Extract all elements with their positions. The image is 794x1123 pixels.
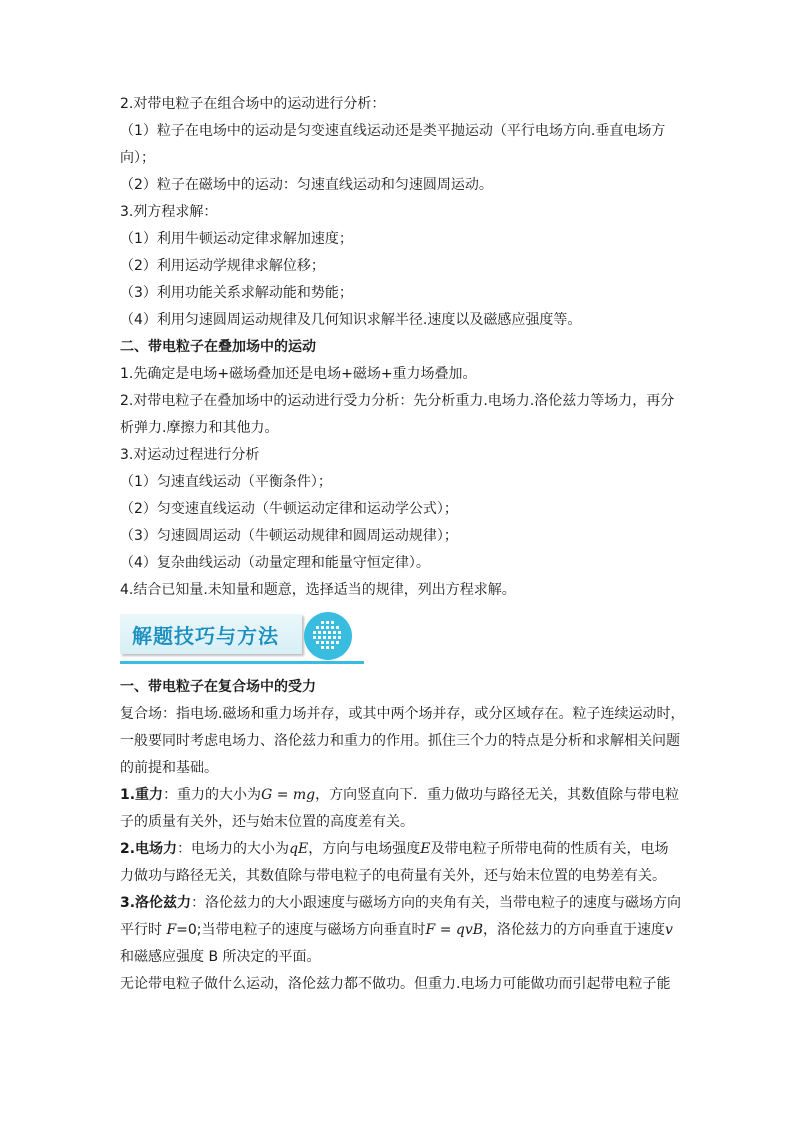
banner-box (120, 614, 302, 654)
formula: G = mg (261, 787, 316, 803)
section-banner (120, 612, 364, 666)
text-span: 及带电粒子所带电荷的性质有关，电场 (430, 841, 669, 857)
formula: F = qvB (425, 922, 484, 938)
section-heading: 二、带电粒子在叠加场中的运动 (120, 339, 316, 355)
paragraph-gravity (120, 782, 680, 809)
text-line: 向）； (120, 150, 155, 166)
text-span: ：重力的大小为 (163, 787, 262, 803)
text-span: 平行时 (120, 922, 167, 938)
formula-var: E (420, 841, 431, 857)
formula-var: F (166, 922, 177, 938)
text-line: （2）匀变速直线运动（牛顿运动定律和运动学公式）； (120, 501, 458, 517)
text-line: 3.对运动过程进行分析 (120, 447, 260, 463)
text-line: （1）利用牛顿运动定律求解加速度； (120, 231, 353, 247)
banner-underline (120, 661, 364, 664)
text-span: =0;当带电粒子的速度与磁场方向垂直时 (176, 922, 426, 938)
text-line: 力做功与路径无关，其数值除与带电粒子的电荷量有关外，还与始末位置的电势差有关。 (120, 868, 666, 884)
text-span: ：电场力的大小为 (177, 841, 290, 857)
term-label: 2.电场力 (120, 841, 178, 857)
term-label: 1.重力 (120, 787, 164, 803)
formula-var: v (665, 922, 673, 938)
text-line: 的前提和基础。 (120, 760, 218, 776)
text-span: ，洛伦兹力的方向垂直于速度 (483, 922, 666, 938)
text-line: 3.列方程求解： (120, 204, 218, 220)
term-label: 3.洛伦兹力 (120, 895, 192, 911)
document-body (120, 91, 685, 998)
text-line: 和磁感应强度 B 所决定的平面。 (120, 949, 321, 965)
text-line: 1.先确定是电场+磁场叠加还是电场+磁场+重力场叠加。 (120, 366, 477, 382)
text-span: ：洛伦兹力的大小跟速度与磁场方向的夹角有关，当带电粒子的速度与磁场方向 (191, 895, 682, 911)
text-line: （3）匀速圆周运动（牛顿运动规律和圆周运动规律）； (120, 528, 458, 544)
paragraph-lorentz-force (120, 890, 680, 917)
text-line: 无论带电粒子做什么运动，洛伦兹力都不做功。但重力.电场力可能做功而引起带电粒子能 (120, 976, 671, 992)
text-line: 2.对带电粒子在叠加场中的运动进行受力分析：先分析重力.电场力.洛伦兹力等场力，再分 (120, 393, 675, 409)
text-line: （2）粒子在磁场中的运动：匀速直线运动和匀速圆周运动。 (120, 177, 493, 193)
text-line: 子的质量有关外，还与始末位置的高度差有关。 (120, 814, 414, 830)
text-line: （4）利用匀速圆周运动规律及几何知识求解半径.速度以及磁感应强度等。 (120, 312, 582, 328)
text-line: 一般要同时考虑电场力、洛伦兹力和重力的作用。抓住三个力的特点是分析和求解相关问题 (120, 733, 680, 749)
text-line: （2）利用运动学规律求解位移； (120, 258, 325, 274)
text-line: 4.结合已知量.未知量和题意，选择适当的规律，列出方程求解。 (120, 582, 516, 598)
paragraph-electric-force (120, 836, 680, 863)
text-line: （4）复杂曲线运动（动量定理和能量守恒定律）。 (120, 555, 430, 571)
banner-title: 解题技巧与方法 (132, 624, 279, 648)
formula: qE (289, 841, 309, 857)
text-line: （3）利用功能关系求解动能和势能； (120, 285, 353, 301)
grid-dots-icon (304, 612, 352, 660)
text-span: ，方向与电场强度 (308, 841, 421, 857)
text-line: （1）粒子在电场中的运动是匀变速直线运动还是类平抛运动（平行电场方向.垂直电场方 (120, 123, 666, 139)
text-line: 2.对带电粒子在组合场中的运动进行分析： (120, 96, 386, 112)
text-span: ，方向竖直向下．重力做功与路径无关，其数值除与带电粒 (315, 787, 680, 803)
text-line (120, 917, 680, 944)
section-heading: 一、带电粒子在复合场中的受力 (120, 679, 316, 695)
text-line: 析弹力.摩擦力和其他力。 (120, 420, 279, 436)
text-line: 复合场：指电场.磁场和重力场并存，或其中两个场并存，或分区域存在。粒子连续运动时， (120, 706, 685, 722)
text-line: （1）匀速直线运动（平衡条件）； (120, 474, 332, 490)
